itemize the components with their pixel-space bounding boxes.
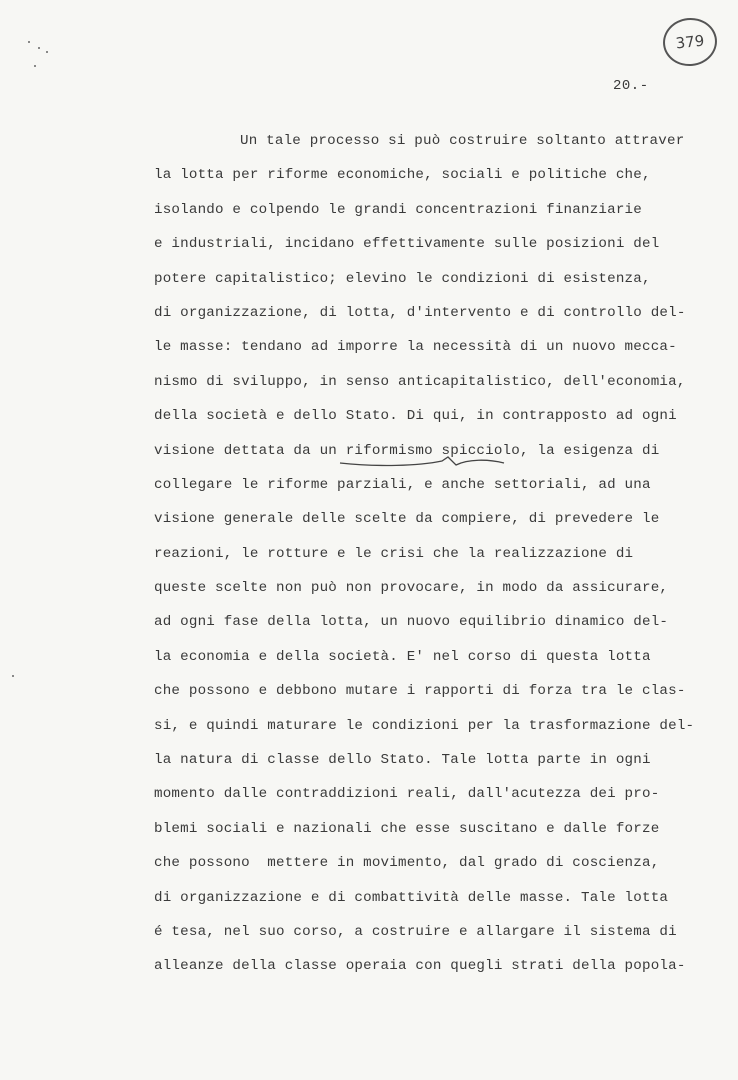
- text-line: della società e dello Stato. Di qui, in contrapposto ad ogni: [154, 408, 677, 425]
- speck: [46, 51, 48, 53]
- text-line: nismo di sviluppo, in senso anticapitalistico, dell'economia,: [154, 373, 686, 390]
- text-line: queste scelte non può non provocare, in modo da assicurare,: [154, 580, 669, 597]
- text-line: isolando e colpendo le grandi concentrazioni finanziarie: [154, 201, 642, 218]
- text-line: é tesa, nel suo corso, a costruire e allargare il sistema di: [154, 923, 677, 940]
- archive-stamp: [661, 15, 720, 68]
- text-line: reazioni, le rotture e le crisi che la realizzazione di: [154, 545, 634, 562]
- text-line: che possono e debbono mutare i rapporti di forza tra le clas-: [154, 683, 686, 700]
- text-line: la economia e della società. E' nel corso di questa lotta: [154, 648, 651, 665]
- text-line: potere capitalistico; elevino le condizioni di esistenza,: [154, 270, 651, 287]
- text-line: Un tale processo si può costruire soltanto attraver: [240, 133, 685, 149]
- text-line: visione generale delle scelte da compiere, di prevedere le: [154, 511, 660, 528]
- speck: [12, 675, 14, 677]
- text-line: blemi sociali e nazionali che esse suscitano e dalle forze: [154, 820, 660, 837]
- text-line: collegare le riforme parziali, e anche settoriali, ad una: [154, 476, 651, 493]
- text-line: ad ogni fase della lotta, un nuovo equilibrio dinamico del-: [154, 614, 669, 631]
- text-line: di organizzazione, di lotta, d'intervento e di controllo del-: [154, 304, 686, 321]
- text-line: che possono mettere in movimento, dal grado di coscienza,: [154, 855, 660, 872]
- archive-stamp-number: 379: [674, 31, 706, 53]
- text-line: visione dettata da un riformismo spicciolo, la esigenza di: [154, 442, 660, 459]
- page-number: 20.-: [613, 78, 649, 94]
- text-line: e industriali, incidano effettivamente sulle posizioni del: [154, 236, 660, 253]
- text-line: la natura di classe dello Stato. Tale lotta parte in ogni: [154, 752, 651, 769]
- speck: [34, 65, 36, 67]
- text-line: si, e quindi maturare le condizioni per la trasformazione del-: [154, 717, 695, 734]
- text-line: momento dalle contraddizioni reali, dall'acutezza dei pro-: [154, 786, 660, 803]
- speck: [38, 47, 40, 49]
- text-line: di organizzazione e di combattività delle masse. Tale lotta: [154, 889, 669, 906]
- text-line: la lotta per riforme economiche, sociali e politiche che,: [154, 167, 651, 184]
- speck: [28, 41, 30, 43]
- text-line: alleanze della classe operaia con quegli strati della popola-: [154, 958, 686, 975]
- handwritten-underline: [338, 453, 508, 473]
- body-text: [154, 124, 714, 984]
- text-line: le masse: tendano ad imporre la necessità di un nuovo mecca-: [154, 339, 677, 356]
